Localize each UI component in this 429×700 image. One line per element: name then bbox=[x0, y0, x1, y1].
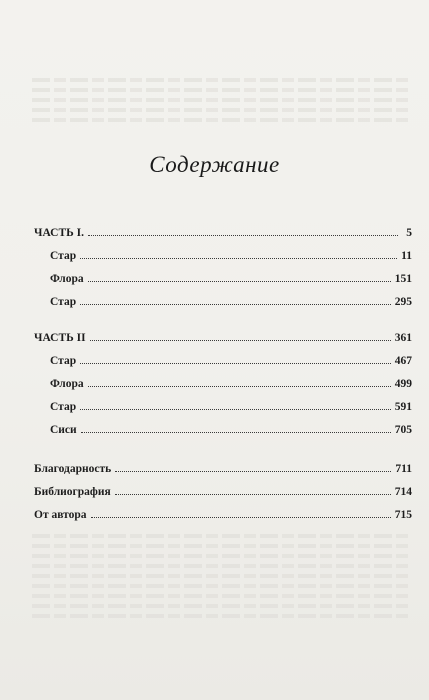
bleed-through-line bbox=[32, 108, 412, 112]
dot-leader bbox=[91, 517, 391, 518]
bleed-through-line bbox=[32, 564, 412, 568]
dot-leader bbox=[115, 494, 391, 495]
bleed-through-line bbox=[32, 118, 412, 122]
bleed-through-line bbox=[32, 544, 412, 548]
dot-leader bbox=[88, 386, 391, 387]
toc-entry-label: Благодарность bbox=[34, 463, 112, 475]
toc-entry-label: Стар bbox=[50, 250, 77, 262]
toc-entry-label: Флора bbox=[50, 273, 84, 285]
dot-leader bbox=[81, 432, 391, 433]
toc-entry-chapter bbox=[34, 350, 412, 373]
toc-entry-label: Библиография bbox=[34, 486, 111, 498]
toc-spacer bbox=[34, 314, 412, 327]
dot-leader bbox=[80, 409, 391, 410]
bleed-through-line bbox=[32, 584, 412, 588]
toc-entry-from-author bbox=[34, 504, 412, 527]
dot-leader bbox=[90, 340, 391, 341]
dot-leader bbox=[80, 304, 391, 305]
toc-entry-page: 591 bbox=[394, 401, 412, 413]
toc-entry-label: ЧАСТЬ I. bbox=[34, 227, 84, 239]
toc-entry-label: От автора bbox=[34, 509, 87, 521]
dot-leader bbox=[80, 258, 397, 259]
bleed-through-line bbox=[32, 78, 412, 82]
toc-entry-part-2 bbox=[34, 327, 412, 350]
toc-entry-page: 151 bbox=[394, 273, 412, 285]
toc-entry-acknowledgements bbox=[34, 458, 412, 481]
bleed-through-line bbox=[32, 604, 412, 608]
bleed-through-line bbox=[32, 554, 412, 558]
toc-entry-label: ЧАСТЬ II bbox=[34, 332, 86, 344]
toc-entry-chapter bbox=[34, 245, 412, 268]
page-title: Содержание bbox=[149, 152, 280, 177]
toc-entry-page: 5 bbox=[406, 227, 412, 239]
dot-leader bbox=[88, 281, 391, 282]
toc-entry-page: 361 bbox=[394, 332, 412, 344]
toc-entry-page: 467 bbox=[394, 355, 412, 367]
bleed-through-line bbox=[32, 98, 412, 102]
toc-entry-page: 11 bbox=[401, 250, 412, 262]
toc-entry-part-1 bbox=[34, 222, 412, 245]
toc-entry-label: Флора bbox=[50, 378, 84, 390]
toc-entry-chapter bbox=[34, 373, 412, 396]
bleed-through-line bbox=[32, 614, 412, 618]
toc-entry-label: Стар bbox=[50, 355, 77, 367]
toc-entry-label: Сиси bbox=[50, 424, 77, 436]
toc-entry-bibliography bbox=[34, 481, 412, 504]
bleed-through-text-bottom bbox=[32, 528, 412, 623]
toc-entry-chapter bbox=[34, 419, 412, 442]
toc-entry-page: 295 bbox=[394, 296, 412, 308]
table-of-contents bbox=[34, 222, 412, 527]
dot-leader bbox=[80, 363, 391, 364]
bleed-through-line bbox=[32, 574, 412, 578]
bleed-through-text-top bbox=[32, 72, 412, 127]
bleed-through-running-head bbox=[0, 38, 429, 53]
dot-leader bbox=[115, 471, 391, 472]
toc-entry-chapter bbox=[34, 268, 412, 291]
toc-entry-page: 714 bbox=[394, 486, 412, 498]
toc-entry-page: 705 bbox=[394, 424, 412, 436]
toc-entry-label: Стар bbox=[50, 296, 77, 308]
dot-leader bbox=[88, 235, 398, 236]
toc-entry-chapter bbox=[34, 396, 412, 419]
bleed-through-line bbox=[32, 594, 412, 598]
toc-entry-page: 715 bbox=[394, 509, 412, 521]
toc-entry-page: 711 bbox=[395, 463, 412, 475]
bleed-through-line bbox=[32, 88, 412, 92]
toc-entry-chapter bbox=[34, 291, 412, 314]
toc-entry-page: 499 bbox=[394, 378, 412, 390]
toc-spacer bbox=[34, 442, 412, 458]
toc-entry-label: Стар bbox=[50, 401, 77, 413]
bleed-through-line bbox=[32, 534, 412, 538]
